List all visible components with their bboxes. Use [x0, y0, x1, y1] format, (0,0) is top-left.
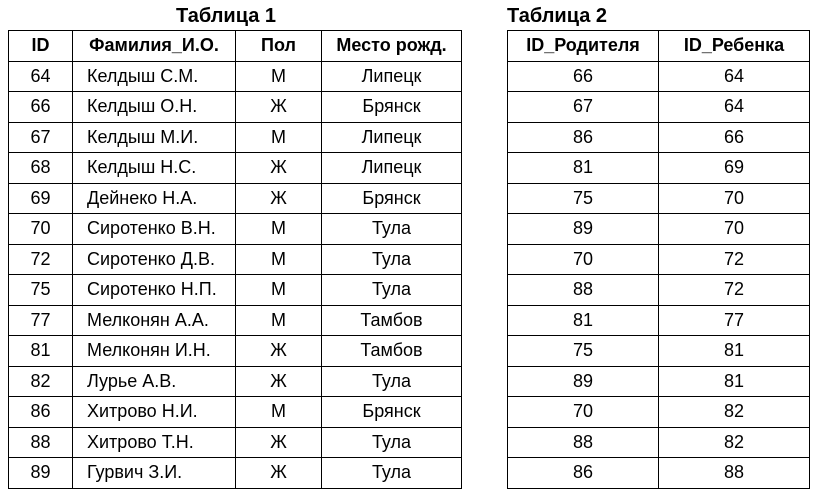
- table-row: [508, 366, 810, 397]
- cell-sex: М: [236, 122, 322, 153]
- cell-id: 72: [9, 244, 73, 275]
- cell-child-id: 82: [659, 427, 810, 458]
- cell-id: 70: [9, 214, 73, 245]
- table-row: [508, 305, 810, 336]
- cell-parent-id: 81: [508, 305, 659, 336]
- cell-child-id: 81: [659, 366, 810, 397]
- cell-birthplace: Тула: [322, 458, 462, 489]
- cell-id: 68: [9, 153, 73, 184]
- column-header-child-id: ID_Ребенка: [659, 31, 810, 62]
- cell-sex: Ж: [236, 153, 322, 184]
- cell-id: 66: [9, 92, 73, 123]
- table-row: [508, 244, 810, 275]
- table-row: [9, 153, 462, 184]
- cell-sex: Ж: [236, 458, 322, 489]
- table-row: [508, 427, 810, 458]
- cell-parent-id: 75: [508, 336, 659, 367]
- cell-child-id: 77: [659, 305, 810, 336]
- cell-sex: Ж: [236, 366, 322, 397]
- table2-body: [508, 61, 810, 488]
- cell-birthplace: Липецк: [322, 122, 462, 153]
- cell-sex: М: [236, 305, 322, 336]
- cell-sex: М: [236, 275, 322, 306]
- column-header-parent-id: ID_Родителя: [508, 31, 659, 62]
- cell-birthplace: Тула: [322, 366, 462, 397]
- cell-birthplace: Брянск: [322, 183, 462, 214]
- cell-id: 89: [9, 458, 73, 489]
- table1-header-row: [9, 31, 462, 62]
- cell-sex: М: [236, 397, 322, 428]
- cell-birthplace: Брянск: [322, 92, 462, 123]
- table-row: [508, 61, 810, 92]
- cell-child-id: 81: [659, 336, 810, 367]
- cell-name: Мелконян И.Н.: [73, 336, 236, 367]
- cell-parent-id: 89: [508, 366, 659, 397]
- cell-parent-id: 86: [508, 122, 659, 153]
- cell-child-id: 72: [659, 244, 810, 275]
- cell-child-id: 66: [659, 122, 810, 153]
- cell-parent-id: 75: [508, 183, 659, 214]
- cell-name: Дейнеко Н.А.: [73, 183, 236, 214]
- table-row: [9, 366, 462, 397]
- cell-birthplace: Брянск: [322, 397, 462, 428]
- table-row: [508, 122, 810, 153]
- cell-name: Келдыш О.Н.: [73, 92, 236, 123]
- cell-id: 86: [9, 397, 73, 428]
- table-row: [9, 305, 462, 336]
- table1-title: Таблица 1: [176, 5, 277, 27]
- cell-child-id: 70: [659, 214, 810, 245]
- cell-birthplace: Тула: [322, 244, 462, 275]
- table-row: [9, 122, 462, 153]
- cell-parent-id: 66: [508, 61, 659, 92]
- cell-child-id: 64: [659, 92, 810, 123]
- cell-child-id: 69: [659, 153, 810, 184]
- column-header-birthplace: Место рожд.: [322, 31, 462, 62]
- cell-child-id: 70: [659, 183, 810, 214]
- cell-name: Келдыш Н.С.: [73, 153, 236, 184]
- cell-birthplace: Липецк: [322, 153, 462, 184]
- table-row: [9, 397, 462, 428]
- cell-name: Сиротенко Д.В.: [73, 244, 236, 275]
- cell-name: Сиротенко Н.П.: [73, 275, 236, 306]
- table2-title: Таблица 2: [507, 5, 608, 27]
- table-row: [9, 336, 462, 367]
- column-header-name: Фамилия_И.О.: [73, 31, 236, 62]
- cell-birthplace: Липецк: [322, 61, 462, 92]
- cell-sex: Ж: [236, 183, 322, 214]
- cell-name: Лурье А.В.: [73, 366, 236, 397]
- table-row: [508, 92, 810, 123]
- table-row: [508, 397, 810, 428]
- table-row: [9, 92, 462, 123]
- cell-name: Хитрово Н.И.: [73, 397, 236, 428]
- cell-birthplace: Тула: [322, 427, 462, 458]
- table-row: [508, 458, 810, 489]
- cell-id: 88: [9, 427, 73, 458]
- cell-sex: М: [236, 61, 322, 92]
- relations-table: [507, 30, 810, 489]
- cell-sex: М: [236, 244, 322, 275]
- cell-name: Мелконян А.А.: [73, 305, 236, 336]
- cell-child-id: 72: [659, 275, 810, 306]
- people-table: [8, 30, 462, 489]
- cell-parent-id: 86: [508, 458, 659, 489]
- table-row: [508, 336, 810, 367]
- cell-name: Сиротенко В.Н.: [73, 214, 236, 245]
- cell-sex: Ж: [236, 92, 322, 123]
- table-row: [9, 275, 462, 306]
- table-row: [9, 61, 462, 92]
- table-row: [508, 214, 810, 245]
- cell-parent-id: 70: [508, 397, 659, 428]
- table-row: [9, 214, 462, 245]
- cell-name: Хитрово Т.Н.: [73, 427, 236, 458]
- cell-sex: Ж: [236, 427, 322, 458]
- table-row: [9, 183, 462, 214]
- cell-parent-id: 70: [508, 244, 659, 275]
- table-row: [9, 244, 462, 275]
- cell-sex: Ж: [236, 336, 322, 367]
- table-row: [9, 458, 462, 489]
- cell-child-id: 64: [659, 61, 810, 92]
- cell-parent-id: 89: [508, 214, 659, 245]
- table2-header-row: [508, 31, 810, 62]
- cell-name: Келдыш С.М.: [73, 61, 236, 92]
- cell-parent-id: 88: [508, 427, 659, 458]
- cell-child-id: 88: [659, 458, 810, 489]
- cell-id: 81: [9, 336, 73, 367]
- cell-id: 77: [9, 305, 73, 336]
- cell-name: Келдыш М.И.: [73, 122, 236, 153]
- table-row: [508, 183, 810, 214]
- cell-parent-id: 81: [508, 153, 659, 184]
- cell-birthplace: Тула: [322, 214, 462, 245]
- cell-id: 67: [9, 122, 73, 153]
- cell-sex: М: [236, 214, 322, 245]
- table1-body: [9, 61, 462, 488]
- cell-child-id: 82: [659, 397, 810, 428]
- table-row: [9, 427, 462, 458]
- column-header-id: ID: [9, 31, 73, 62]
- cell-birthplace: Тамбов: [322, 336, 462, 367]
- cell-id: 75: [9, 275, 73, 306]
- cell-birthplace: Тула: [322, 275, 462, 306]
- table-row: [508, 153, 810, 184]
- cell-parent-id: 88: [508, 275, 659, 306]
- cell-id: 82: [9, 366, 73, 397]
- cell-id: 69: [9, 183, 73, 214]
- cell-name: Гурвич З.И.: [73, 458, 236, 489]
- cell-parent-id: 67: [508, 92, 659, 123]
- table-row: [508, 275, 810, 306]
- cell-id: 64: [9, 61, 73, 92]
- cell-birthplace: Тамбов: [322, 305, 462, 336]
- column-header-sex: Пол: [236, 31, 322, 62]
